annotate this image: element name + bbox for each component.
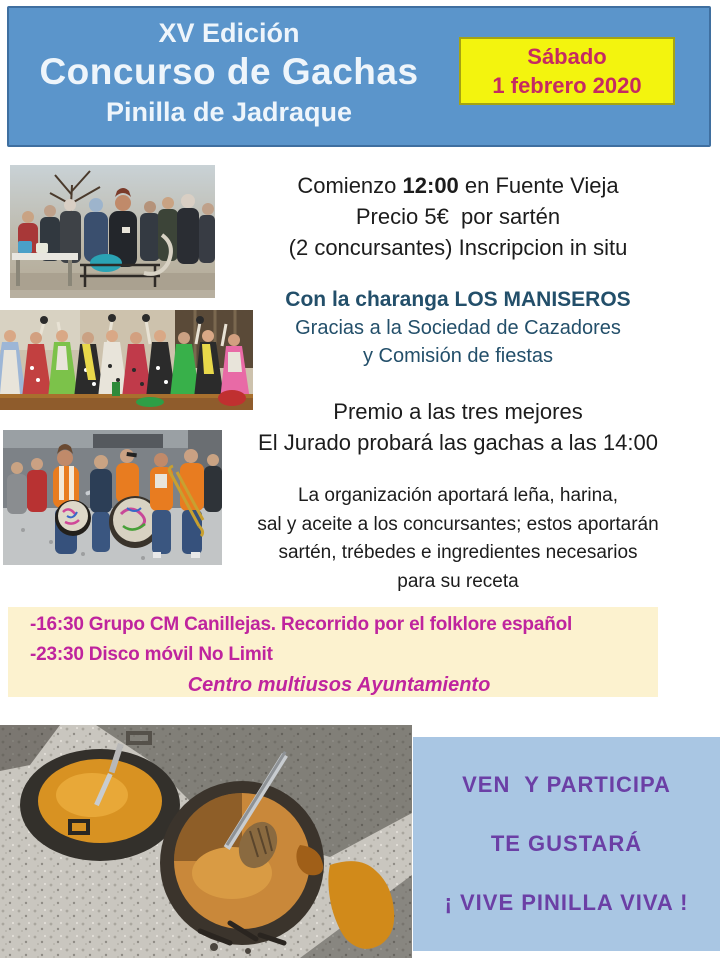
main-title: Concurso de Gachas [39, 51, 419, 92]
price-line: Precio 5€ por sartén [355, 204, 561, 229]
date-day: Sábado [527, 44, 607, 69]
org-line-3: sartén, trébedes e ingredientes necesarios [278, 542, 638, 563]
date-box [459, 37, 675, 105]
cta-vive: ¡ VIVE PINILLA VIVA ! [444, 890, 689, 915]
organization-block [210, 482, 706, 596]
org-line-1: La organización aportará leña, harina, [297, 485, 619, 506]
cta-like: TE GUSTARÁ [490, 831, 643, 856]
event-venue: Centro multiusos Ayuntamiento [187, 674, 491, 696]
org-line-2: sal y aceite a los concursantes; estos aportarán [257, 513, 659, 535]
header-banner [7, 6, 711, 147]
evening-events-band [8, 607, 658, 697]
start-suffix: en Fuente Vieja [458, 173, 619, 198]
charanga-thanks-2: y Comisión de fiestas [362, 345, 554, 367]
prize-line-1: Premio a las tres mejores [333, 399, 583, 424]
charanga-thanks-1: Gracias a la Sociedad de Cazadores [295, 317, 621, 339]
location-title: Pinilla de Jadraque [105, 97, 353, 127]
gachas-photo [0, 725, 412, 958]
start-time: 12:00 [402, 173, 459, 198]
start-prefix: Comienzo [297, 173, 403, 198]
cta-panel [413, 737, 720, 951]
edition-title: XV Edición [158, 18, 300, 48]
prize-block [210, 396, 706, 458]
start-line [210, 170, 706, 201]
prize-line-2: El Jurado probará las gachas a las 14:00 [258, 430, 658, 455]
start-info-block [210, 170, 706, 263]
crowd-photo [10, 165, 215, 298]
band-photo [3, 430, 222, 565]
event-disco: -23:30 Disco móvil No Limit [30, 644, 273, 665]
charanga-block [210, 286, 706, 370]
event-folklore: -16:30 Grupo CM Canillejas. Recorrido por el folklore español [30, 614, 573, 635]
date-full: 1 febrero 2020 [492, 73, 642, 98]
inscription-line: (2 concursantes) Inscripcion in situ [288, 235, 628, 260]
org-line-4: para su receta [397, 570, 519, 592]
header-titles [9, 16, 449, 130]
cta-participate: VEN Y PARTICIPA [462, 772, 671, 797]
charanga-title: Con la charanga LOS MANISEROS [285, 288, 631, 311]
